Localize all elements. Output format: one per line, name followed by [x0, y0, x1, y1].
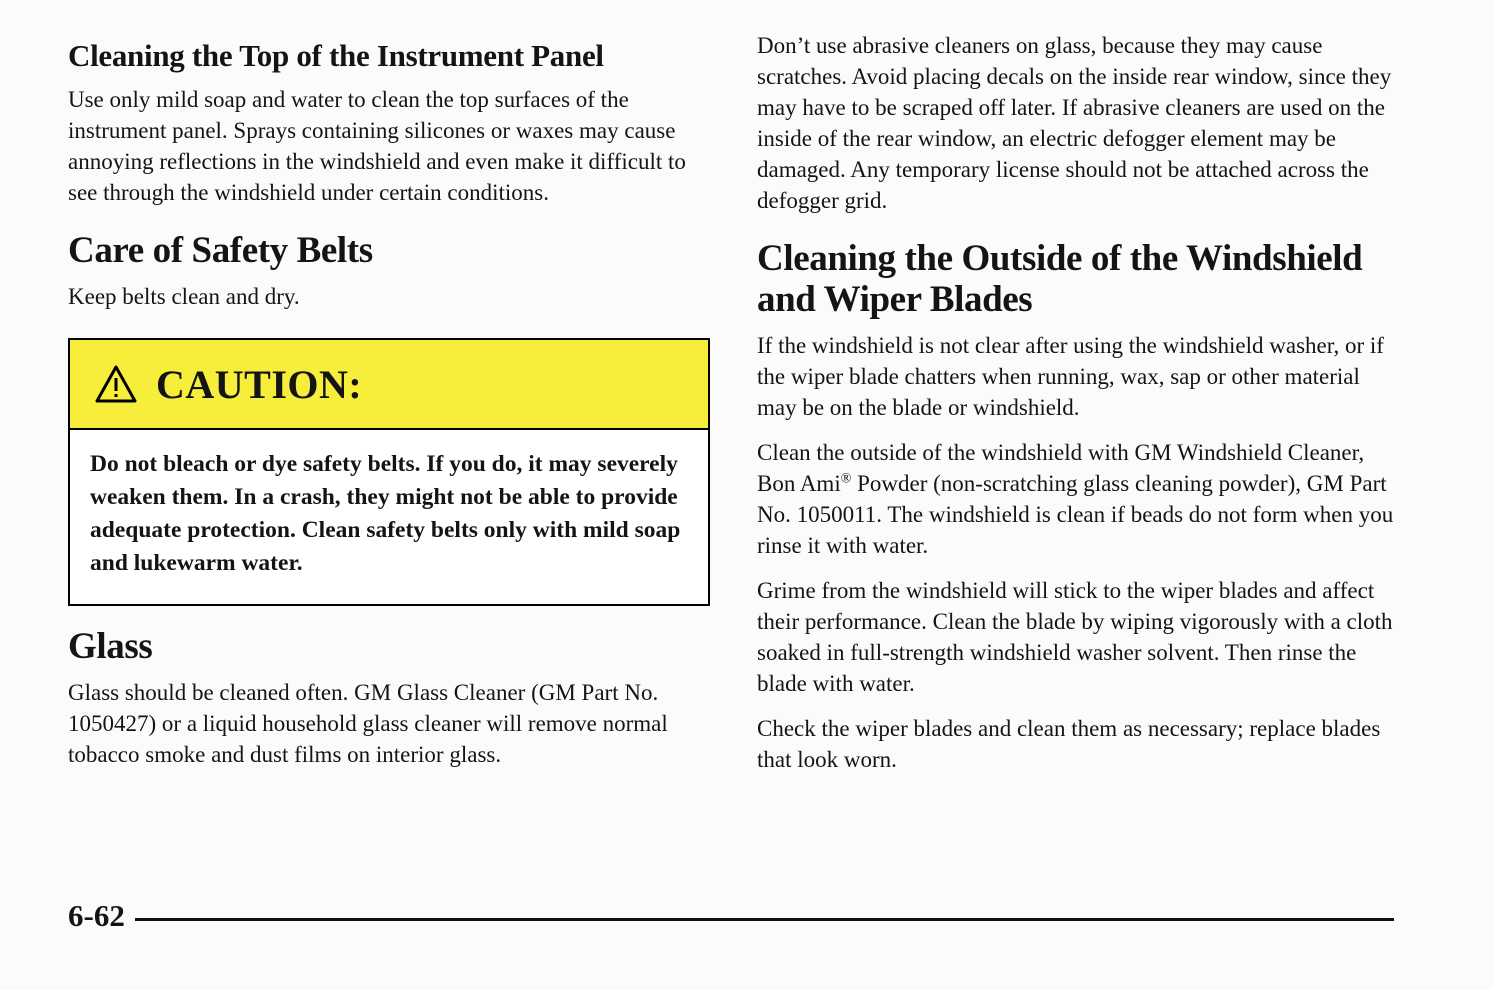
page-footer — [68, 898, 1394, 934]
page-number: 6-62 — [68, 898, 125, 933]
warning-triangle-icon — [94, 364, 138, 404]
windshield-paragraph-1: If the windshield is not clear after using the windshield washer, or if the wiper blade chatters when running, wax, sap or other material may be on the blade or windshield. — [757, 333, 1384, 420]
windshield-paragraph-4: Check the wiper blades and clean them as necessary; replace blades that look worn. — [757, 716, 1381, 772]
windshield-heading: Cleaning the Outside of the Windshield and Wiper Blades — [757, 238, 1363, 320]
safety-belts-heading: Care of Safety Belts — [68, 230, 373, 271]
right-column — [757, 30, 1397, 789]
registered-mark: ® — [840, 471, 852, 487]
glass-continued-paragraph: Don’t use abrasive cleaners on glass, because they may cause scratches. Avoid placing decals on the inside rear window, since they may have to be scraped off later. If abrasive cleaners are used on the inside of the rear window, an electric defogger element may be damaged. Any temporary license should not be attached across the defogger grid. — [757, 33, 1392, 213]
windshield-paragraph-2-end: Powder (non-scratching glass cleaning powder), GM Part No. 1050011. The windshield is clean if beads do not form when you rinse it with water. — [757, 471, 1394, 558]
instrument-panel-heading: Cleaning the Top of the Instrument Panel — [68, 38, 604, 73]
caution-box — [68, 338, 710, 606]
windshield-paragraph-2-start: Clean the outside of the windshield with GM Windshield Cleaner, Bon Ami — [757, 440, 1365, 496]
caution-text: Do not bleach or dye safety belts. If you do, it may severely weaken them. In a crash, they might not be able to provide adequate protection. Clean safety belts only with mild soap and lukewarm water. — [90, 451, 681, 576]
safety-belts-paragraph: Keep belts clean and dry. — [68, 284, 300, 309]
caution-header — [70, 340, 708, 430]
footer-rule — [135, 918, 1394, 921]
left-column — [68, 30, 710, 784]
glass-heading: Glass — [68, 626, 153, 667]
windshield-paragraph-3: Grime from the windshield will stick to the wiper blades and affect their performance. Clean the blade by wiping vigorously with a cloth soaked in full-strength windshield washer solvent. Then rinse the blade with water. — [757, 578, 1393, 696]
caution-title: CAUTION: — [156, 361, 363, 407]
instrument-panel-paragraph: Use only mild soap and water to clean the top surfaces of the instrument panel. Sprays containing silicones or waxes may cause annoying reflections in the windshield and even make it difficult to see through the windshield under certain conditions. — [68, 87, 686, 205]
glass-paragraph: Glass should be cleaned often. GM Glass Cleaner (GM Part No. 1050427) or a liquid household glass cleaner will remove normal tobacco smoke and dust films on interior glass. — [68, 680, 668, 767]
windshield-paragraph-2 — [757, 437, 1397, 561]
